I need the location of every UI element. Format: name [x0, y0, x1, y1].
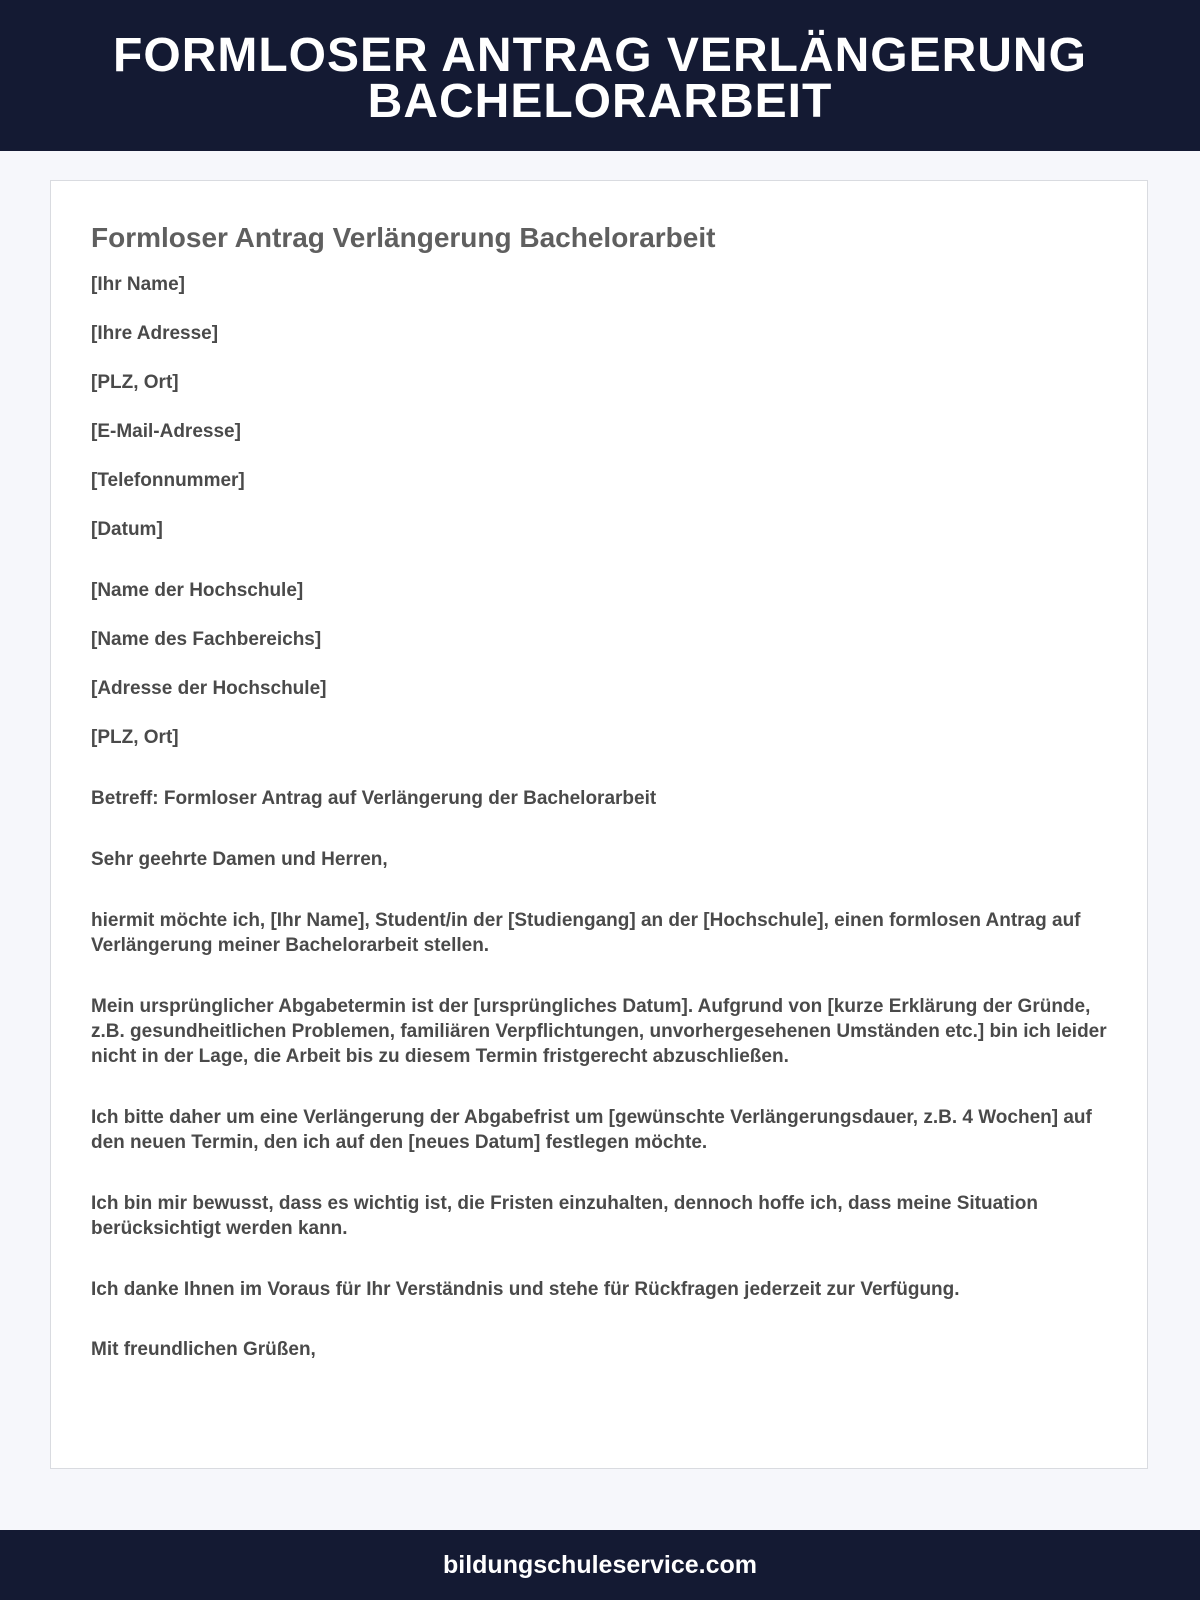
- paragraph-thanks: Ich danke Ihnen im Voraus für Ihr Verständnis und stehe für Rückfragen jederzeit zur Verfügung.: [91, 1279, 960, 1300]
- closing: Mit freundlichen Grüßen,: [91, 1339, 316, 1360]
- document-card: [50, 180, 1148, 1469]
- recipient-city: [PLZ, Ort]: [91, 727, 179, 748]
- sender-city: [PLZ, Ort]: [91, 372, 179, 393]
- page-footer: [0, 1530, 1200, 1600]
- sender-email: [E-Mail-Adresse]: [91, 421, 241, 442]
- recipient-university: [Name der Hochschule]: [91, 580, 304, 601]
- subject-line: Betreff: Formloser Antrag auf Verlängerung der Bachelorarbeit: [91, 788, 657, 809]
- document-body: [91, 221, 1111, 1360]
- letter-date: [Datum]: [91, 519, 163, 540]
- paragraph-reason: Mein ursprünglicher Abgabetermin ist der [ursprüngliches Datum]. Aufgrund von [kurze Erklärung der Gründe, z.B. gesundheitlichen Problemen, familiären Verpflichtungen, unvorhergesehenen Umständen etc.] bin ich leider nicht in der Lage, die Arbeit bis zu diesem Termin fristgerecht abzuschließen.: [91, 996, 1107, 1067]
- salutation: Sehr geehrte Damen und Herren,: [91, 849, 388, 870]
- sender-name: [Ihr Name]: [91, 274, 185, 295]
- document-title: Formloser Antrag Verlängerung Bachelorarbeit: [91, 222, 716, 253]
- footer-site-link[interactable]: bildungschuleservice.com: [443, 1550, 757, 1579]
- sender-phone: [Telefonnummer]: [91, 470, 245, 491]
- sender-address: [Ihre Adresse]: [91, 323, 219, 344]
- page-header: [0, 0, 1200, 151]
- header-title: FORMLOSER ANTRAG VERLÄNGERUNG BACHELORARBEIT: [113, 28, 1087, 128]
- recipient-address: [Adresse der Hochschule]: [91, 678, 327, 699]
- paragraph-request: hiermit möchte ich, [Ihr Name], Student/in der [Studiengang] an der [Hochschule], einen formlosen Antrag auf Verlängerung meiner Bachelorarbeit stellen.: [91, 910, 1081, 956]
- paragraph-extension: Ich bitte daher um eine Verlängerung der Abgabefrist um [gewünschte Verlängerungsdauer, z.B. 4 Wochen] auf den neuen Termin, den ich auf den [neues Datum] festlegen möchte.: [91, 1107, 1092, 1153]
- paragraph-awareness: Ich bin mir bewusst, dass es wichtig ist, die Fristen einzuhalten, dennoch hoffe ich, dass meine Situation berücksichtigt werden kann.: [91, 1193, 1039, 1239]
- recipient-department: [Name des Fachbereichs]: [91, 629, 322, 650]
